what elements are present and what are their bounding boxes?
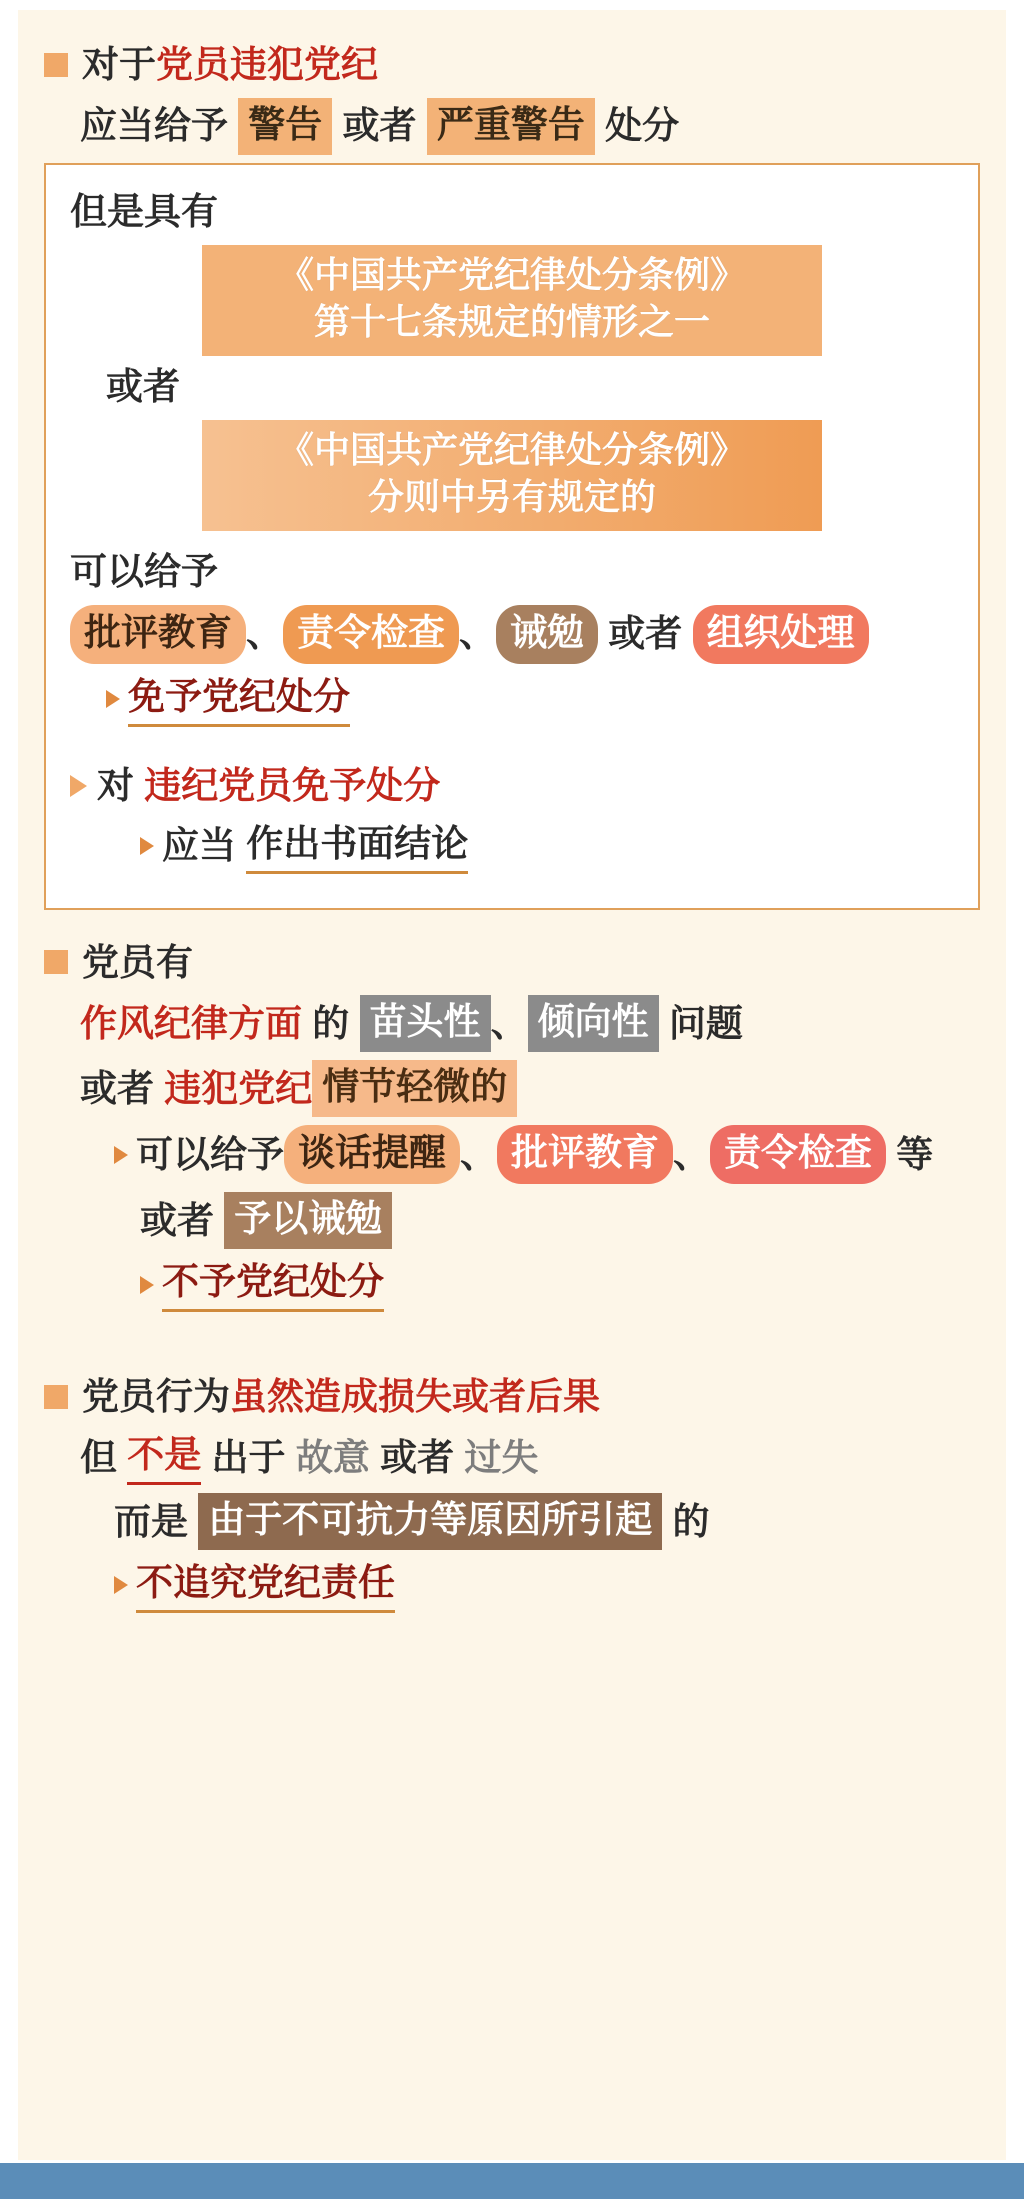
section3-line2	[44, 1430, 980, 1485]
section2-line2-c: 、	[490, 1002, 528, 1044]
exception-frame	[44, 163, 980, 910]
frame-sub-highlight: 违纪党员免予处分	[144, 764, 441, 806]
section1-heading	[44, 40, 980, 90]
measure-chip-talk-reminder: 谈话提醒	[284, 1125, 460, 1184]
section3-line3	[44, 1493, 980, 1550]
section2-result-text: 不予党纪处分	[162, 1257, 384, 1312]
regulation-banner-1-line2: 第十七条规定的情形之一	[313, 301, 710, 343]
measure-chip-order-inspection-2: 责令检查	[710, 1125, 886, 1184]
chip-serious-warning: 严重警告	[427, 98, 595, 155]
measure-chip-criticism-education: 批评教育	[70, 605, 246, 664]
chip-tendency-nature: 倾向性	[528, 995, 659, 1052]
section3-negligence-text: 过失	[464, 1436, 539, 1478]
section2-heading-text: 党员有	[82, 941, 193, 983]
square-bullet-icon	[44, 53, 68, 77]
section3-not-text: 不是	[127, 1430, 201, 1485]
section2-line5	[44, 1192, 980, 1249]
section1-line2-b: 或者	[332, 105, 427, 147]
section3-heading-highlight: 虽然造成损失或者后果	[230, 1376, 600, 1418]
measures-sep-1: 、	[246, 613, 283, 655]
section2-line4-sep-2: 、	[673, 1133, 710, 1175]
chip-budding-nature: 苗头性	[360, 995, 491, 1052]
square-bullet-icon	[44, 1385, 68, 1409]
section3-heading	[44, 1372, 980, 1422]
chip-warning: 警告	[238, 98, 332, 155]
triangle-bullet-icon	[140, 837, 154, 855]
regulation-banner-1-line1: 《中国共产党纪律处分条例》	[277, 253, 746, 295]
section2-line4-suffix: 等	[886, 1133, 934, 1175]
section3-line2-d: 或者	[369, 1436, 465, 1478]
triangle-bullet-icon	[114, 1576, 128, 1594]
triangle-bullet-icon	[106, 690, 120, 708]
measure-chip-criticism-education-2: 批评教育	[497, 1125, 673, 1184]
frame-result-row	[70, 672, 954, 727]
regulation-banner-2-line2: 分则中另有规定的	[367, 476, 656, 518]
measure-chip-organizational-handling: 组织处理	[693, 605, 869, 664]
section2-line4	[44, 1125, 980, 1184]
frame-connector	[70, 362, 954, 412]
section3-heading-prefix: 党员行为	[82, 1376, 230, 1418]
section1-line2-c: 处分	[594, 105, 680, 147]
section1-heading-prefix: 对于	[82, 44, 156, 85]
measure-chip-admonition: 诫勉	[496, 605, 598, 664]
chip-minor-circumstances: 情节轻微的	[312, 1060, 517, 1117]
regulation-banner-1	[202, 245, 822, 356]
section2-line3-a: 或者	[80, 1067, 165, 1109]
section3-line3-a: 而是	[114, 1500, 199, 1542]
section2-line4-sep-1: 、	[460, 1133, 497, 1175]
regulation-banner-2	[202, 420, 822, 531]
measure-chip-order-inspection: 责令检查	[283, 605, 459, 664]
section2-line4-prefix: 可以给予	[136, 1133, 284, 1175]
section2-line2-b: 的	[302, 1002, 360, 1044]
triangle-bullet-icon	[114, 1146, 128, 1164]
section1-line2	[44, 98, 980, 155]
section2-line2-a: 作风纪律方面	[80, 1002, 302, 1044]
frame-may-give-text: 可以给予	[70, 550, 218, 592]
frame-may-give	[70, 547, 954, 597]
triangle-bullet-icon	[70, 775, 87, 797]
content-card	[18, 10, 1006, 2160]
regulation-banner-2-line1: 《中国共产党纪律处分条例》	[277, 428, 746, 470]
frame-sub-prefix: 对	[97, 764, 145, 806]
frame-sub-line-a: 应当	[162, 825, 247, 867]
section2-line3	[44, 1060, 980, 1117]
section2-heading	[44, 938, 980, 988]
section2-line5-prefix: 或者	[140, 1199, 225, 1241]
section2-line2-d: 问题	[658, 1002, 743, 1044]
frame-connector-text: 或者	[106, 365, 180, 407]
frame-result-text: 免予党纪处分	[128, 672, 350, 727]
section3-result-text: 不追究党纪责任	[136, 1558, 395, 1613]
measures-or: 或者	[598, 613, 693, 655]
chip-give-admonition: 予以诫勉	[224, 1192, 392, 1249]
section2-line3-b: 违犯党纪	[164, 1067, 313, 1109]
bottom-strip	[0, 2163, 1024, 2199]
frame-sub-line-b: 作出书面结论	[246, 819, 468, 874]
section2-line2	[44, 995, 980, 1052]
frame-sub-heading	[70, 761, 954, 811]
triangle-bullet-icon	[140, 1276, 154, 1294]
section3-line2-b: 出于	[201, 1436, 296, 1478]
frame-measures-row	[70, 605, 954, 664]
measures-sep-2: 、	[459, 613, 496, 655]
chip-force-majeure: 由于不可抗力等原因所引起	[198, 1493, 662, 1550]
section3-line4	[44, 1558, 980, 1613]
frame-sub-line	[70, 819, 954, 874]
section3-line2-a: 但	[80, 1436, 128, 1478]
square-bullet-icon	[44, 950, 68, 974]
frame-intro	[70, 187, 954, 237]
content-wrapper	[18, 10, 1006, 1641]
section1-heading-highlight: 党员违犯党纪	[156, 44, 378, 85]
section2-line6	[44, 1257, 980, 1312]
frame-intro-text: 但是具有	[70, 190, 218, 232]
section3-intent-text: 故意	[295, 1436, 370, 1478]
section3-line3-b: 的	[662, 1500, 710, 1542]
section1-line2-a: 应当给予	[80, 105, 239, 147]
